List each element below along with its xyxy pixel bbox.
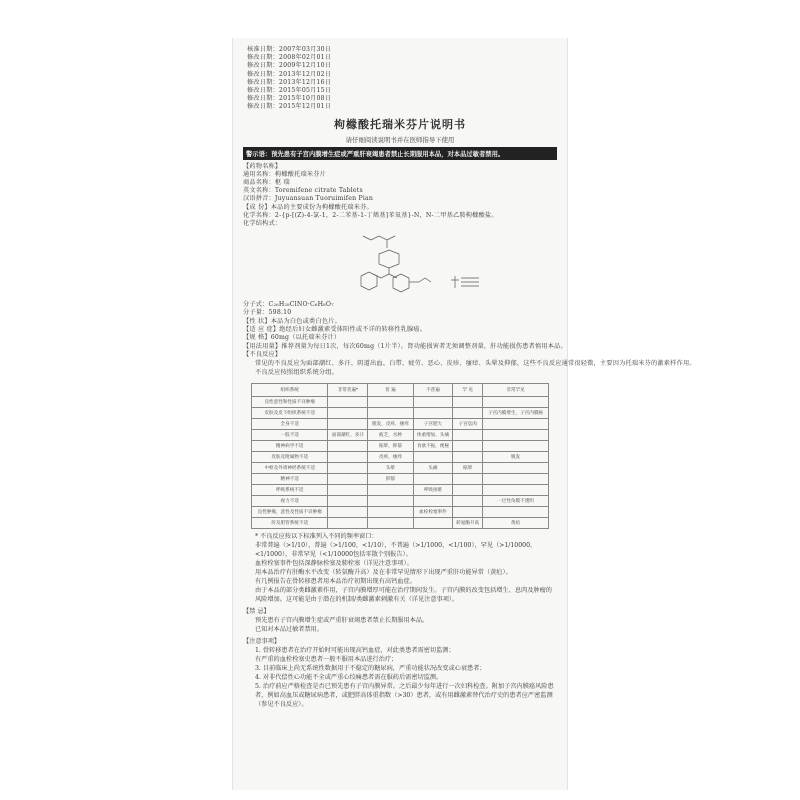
table-header-row <box>252 384 549 397</box>
table-cell: 子宫息肉 <box>453 419 483 430</box>
table-cell <box>482 463 548 474</box>
table-row <box>252 452 549 463</box>
table-cell <box>482 419 548 430</box>
molecular-weight: 分子量：598.10 <box>243 309 292 317</box>
table-row <box>252 419 549 430</box>
table-header: 不普遍 <box>413 384 453 397</box>
table-row <box>252 408 549 419</box>
table-cell: 皮疹，瘙痒 <box>368 452 413 463</box>
table-row <box>252 496 549 507</box>
table-cell: 精神病学不适 <box>252 441 328 452</box>
precaution-line: 有严重的血栓栓塞史患者一般不服用本品进行治疗； <box>255 656 398 664</box>
table-cell <box>328 441 368 452</box>
trade-name: 商品名称：枢 瑞 <box>243 179 290 187</box>
table-cell <box>413 518 453 529</box>
table-cell: 子宫肥大 <box>413 419 453 430</box>
note-line: 有几例报告在骨转移患者用本品治疗初期出现有高钙血症。 <box>255 578 416 586</box>
table-cell <box>453 430 483 441</box>
table-cell <box>368 496 413 507</box>
table-cell: 肝及胆管系统不适 <box>252 518 328 529</box>
table-cell <box>482 474 548 485</box>
table-cell <box>453 496 483 507</box>
table-cell: 脱发，皮疹，瘙痒 <box>368 419 413 430</box>
structure-diagram <box>243 230 559 298</box>
table-cell: 黄疸 <box>482 518 548 529</box>
revision-dates <box>247 46 557 112</box>
table-cell <box>453 507 483 518</box>
revision-date: 修改日期：2015年05月15日 <box>247 87 332 95</box>
note-line: 用本品治疗有肝酶水平改变（转氨酶升高）及在非常罕见情形下出现严重肝功能异常（黄疸）。 <box>255 569 512 577</box>
table-header: 非常普遍* <box>328 384 368 397</box>
table-cell <box>328 485 368 496</box>
document-title: 枸橼酸托瑞米芬片说明书 <box>334 117 466 131</box>
table-header: 普 遍 <box>368 384 413 397</box>
table-cell: 视力不适 <box>252 496 328 507</box>
table-cell <box>413 408 453 419</box>
pinyin-name: 汉语拼音：Juyuansuan Tuoruimifen Pian <box>243 195 374 203</box>
table-cell: 体重增加，头痛 <box>413 430 453 441</box>
table-cell: 一般不适 <box>252 430 328 441</box>
table-cell <box>482 507 548 518</box>
ingredients: 【成 份】本品的主要成份为枸橼酸托瑞米芬。 <box>243 203 373 211</box>
revision-date: 修改日期：2009年12月10日 <box>247 62 332 70</box>
table-cell: 良性恶性和性质不详肿瘤 <box>252 397 328 408</box>
table-row <box>252 518 549 529</box>
section-heading: 【禁 忌】 <box>243 608 270 616</box>
properties-section <box>243 301 696 377</box>
precaution-line: 1. 骨转移患者在治疗开始时可能出现高钙血症，对此类患者需密切监测； <box>255 647 455 655</box>
table-cell <box>453 397 483 408</box>
table-body <box>252 397 549 529</box>
section-heading: 【不良反应】 <box>243 351 282 359</box>
table-header: 组织系统 <box>252 384 328 397</box>
adverse-reactions-table <box>251 383 549 529</box>
table-cell <box>453 474 483 485</box>
table-cell <box>453 485 483 496</box>
table-row <box>252 397 549 408</box>
leaflet-sheet <box>232 38 696 790</box>
table-cell: 皮肤及皮下组织系统不适 <box>252 408 328 419</box>
table-cell <box>482 397 548 408</box>
table-row <box>252 507 549 518</box>
table-notes <box>243 532 557 604</box>
adverse-paragraph: 不良反应按照组织系统分组。 <box>255 369 339 377</box>
note-line: * 不良反应按以下标准列入不同的频率窗口： <box>255 533 378 541</box>
table-cell: 血栓栓塞事件 <box>413 507 453 518</box>
table-cell <box>482 441 548 452</box>
document-subtitle: 请仔细阅读说明书并在医师指导下使用 <box>345 135 455 144</box>
chemical-structure-label: 化学结构式： <box>243 220 282 228</box>
table-header: 非常罕见 <box>482 384 548 397</box>
table-cell: 呼吸系统不适 <box>252 485 328 496</box>
table-cell: 良性肿瘤，恶性及性质不详肿瘤 <box>252 507 328 518</box>
indication: 【适 应 症】绝经后妇女雌激素受体阳性或不详的转移性乳腺癌。 <box>243 325 427 333</box>
revision-date: 修改日期：2015年12月01日 <box>247 103 332 111</box>
table-cell <box>368 408 413 419</box>
table-cell: 全身不适 <box>252 419 328 430</box>
table-cell: 中枢及外周神经系统不适 <box>252 463 328 474</box>
table-header: 罕 见 <box>453 384 483 397</box>
table-cell: 转氨酶升高 <box>453 518 483 529</box>
table-cell: 眩晕 <box>453 463 483 474</box>
drug-name-section <box>243 163 557 229</box>
table-cell <box>482 430 548 441</box>
table-row <box>252 441 549 452</box>
revision-date: 修改日期：2013年12月16日 <box>247 78 332 86</box>
note-line: 血栓栓塞事件包括深静脉栓塞及肺栓塞（详见注意事项）。 <box>255 560 413 568</box>
table-cell: 眩晕，抑郁 <box>368 441 413 452</box>
table-row <box>252 485 549 496</box>
adverse-paragraph: 常见的不良反应为面部潮红、多汗、阴道出血、白带、疲劳、恶心、皮疹、瘙痒、头晕及抑郁，这些不良反应通常很轻微，主要因为托瑞米芬的激素样作用。 <box>255 360 696 368</box>
precaution-line: 5. 治疗前应严格检查是否已预先患有子宫内膜异常。之后最少每年进行一次妇科检查。附加子宫内膜癌风险患者，例如高血压或糖尿病患者，或肥胖高体重指数（>30）患者，或有用雌激素替代治疗史的患者应严密监测（参见不良反应）。 <box>255 683 554 709</box>
table-cell: 一过性角膜不透明 <box>482 496 548 507</box>
table-cell <box>328 496 368 507</box>
table-cell <box>368 397 413 408</box>
table-cell <box>368 485 413 496</box>
table-cell <box>328 463 368 474</box>
table-cell: 头晕 <box>368 463 413 474</box>
section-heading: 【注意事项】 <box>243 638 281 646</box>
revision-date: 修改日期：2013年12月02日 <box>247 70 332 78</box>
warning-banner: 警示语：预先患有子宫内膜增生症或严重肝衰竭患者禁止长期服用本品，对本品过敏者禁用。 <box>243 147 557 160</box>
table-cell: 疲乏，水肿 <box>368 430 413 441</box>
table-cell <box>453 408 483 419</box>
generic-name: 通用名称：枸橼酸托瑞米芬片 <box>243 170 327 178</box>
contra-line: 已知对本品过敏者禁用。 <box>255 626 324 634</box>
revision-date: 修改日期：2008年02月01日 <box>247 54 332 62</box>
table-cell <box>482 485 548 496</box>
table-row <box>252 474 549 485</box>
table-cell: 食欲不振，便秘 <box>413 441 453 452</box>
table-cell: 皮肤及附属物不适 <box>252 452 328 463</box>
table-cell <box>453 452 483 463</box>
table-cell: 面部潮红，多汗 <box>328 430 368 441</box>
table-cell <box>413 397 453 408</box>
table-cell: 呼吸困难 <box>413 485 453 496</box>
table-cell <box>328 419 368 430</box>
note-line: 非常普遍（>1/10），普遍（>1/100，<1/10），不普遍（>1/1000，<1/100），罕见（>1/10000，<1/1000），非常罕见（<1/10000包括零散个别报告）。 <box>255 542 537 559</box>
revision-date: 修改日期：2015年10月08日 <box>247 95 332 103</box>
english-name: 英文名称：Toremifene citrate Tablets <box>243 187 363 195</box>
table-cell: 精神不适 <box>252 474 328 485</box>
table-cell <box>328 474 368 485</box>
table-cell: 脱发 <box>482 452 548 463</box>
table-row <box>252 463 549 474</box>
table-cell: 头痛 <box>413 463 453 474</box>
note-line: 由于本品的部分类雌激素作用，子宫内膜增厚可能在治疗期间发生。子宫内膜的改变包括增生、息肉及肿瘤的风险增加。这可能是由于潜在的机制/类雌激素刺激有关（详见注意事项）。 <box>255 587 552 604</box>
table-cell <box>413 474 453 485</box>
dosage: 【用法用量】推荐剂量为每日1次，每次60mg（1片半）。肾功能损害者无须调整剂量，肝功能损伤患者慎用本品。 <box>243 343 567 351</box>
table-cell <box>328 452 368 463</box>
precaution-line: 4. 对非代偿性心功能不全或严重心绞痛患者需在服药后需密切监测。 <box>255 674 443 682</box>
table-cell <box>328 408 368 419</box>
precaution-line: 3. 目前临床上尚无系统性数据用于不稳定的糖尿病，严重功能状况改变或心衰患者； <box>255 665 486 673</box>
table-cell <box>413 452 453 463</box>
table-cell: 子宫内膜增生，子宫内膜癌 <box>482 408 548 419</box>
table-cell <box>413 496 453 507</box>
table-cell <box>453 441 483 452</box>
section-heading: 【药物名称】 <box>243 162 282 170</box>
table-cell <box>328 518 368 529</box>
chemical-name: 化学名称：2-{p-[(Z)-4-氯-1，2-二苯基-1-丁烯基]苯氧基}-N，N-二甲基乙胺枸橼酸盐。 <box>243 211 498 219</box>
appearance: 【性 状】本品为白色或类白色片。 <box>243 317 341 325</box>
approval-date: 核准日期：2007年03月30日 <box>247 46 332 53</box>
molecular-formula: 分子式：C₂₆H₂₈ClNO·C₆H₈O₇ <box>243 301 334 309</box>
contraindications-section <box>243 607 557 634</box>
table-cell <box>328 507 368 518</box>
contra-line: 预先患有子宫内膜增生症或严重肝衰竭患者禁止长期服用本品。 <box>255 617 429 625</box>
specification: 【规 格】60mg（以托瑞米芬计） <box>243 334 341 342</box>
precautions-section <box>243 637 557 709</box>
chemical-structure <box>243 230 557 298</box>
table-cell <box>368 518 413 529</box>
table-cell <box>328 397 368 408</box>
table-row <box>252 430 549 441</box>
table-cell <box>368 507 413 518</box>
table-cell: 抑郁 <box>368 474 413 485</box>
